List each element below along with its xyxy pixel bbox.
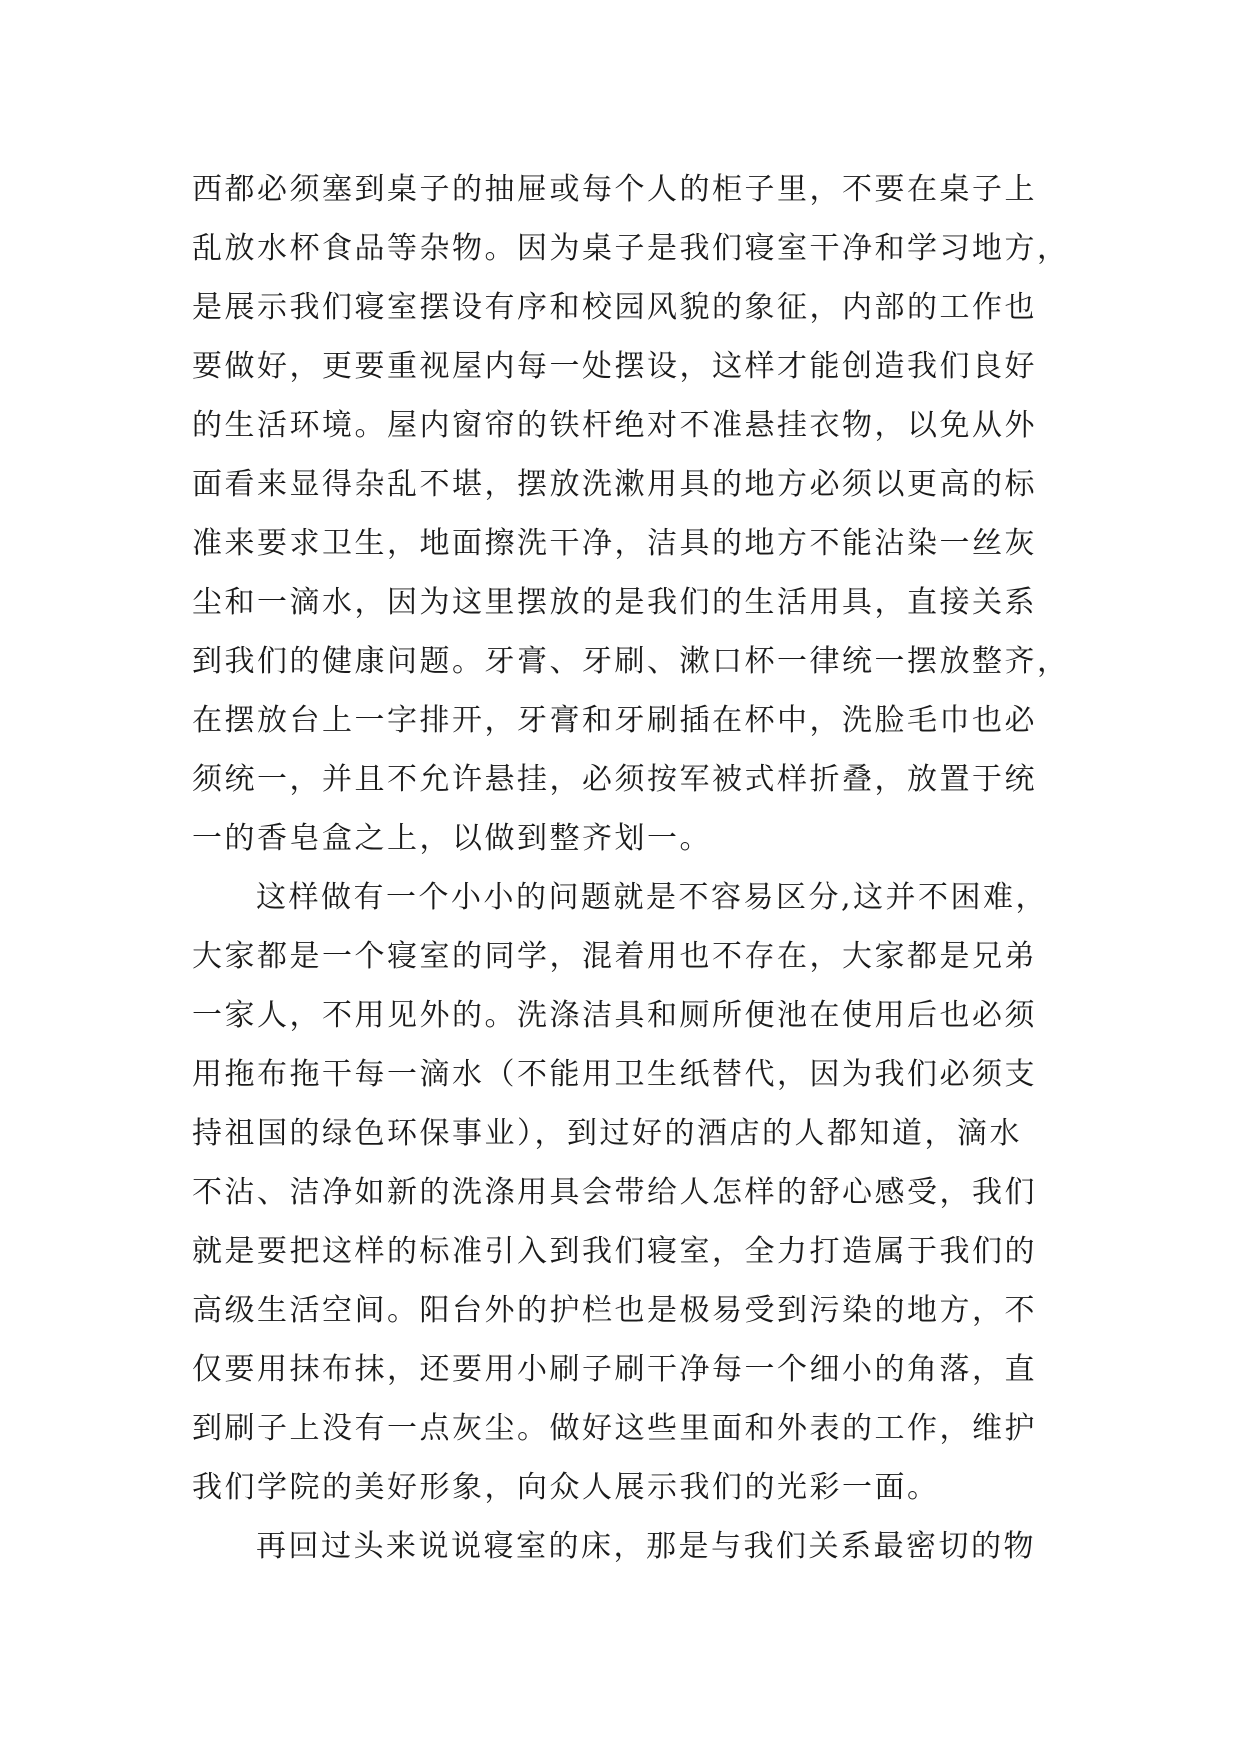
text-line: 面看来显得杂乱不堪，摆放洗漱用具的地方必须以更高的标 (192, 467, 1037, 502)
text-line: 就是要把这样的标准引入到我们寝室，全力打造属于我们的 (192, 1234, 1037, 1269)
text-line: 这样做有一个小小的问题就是不容易区分,这并不困难， (256, 880, 1049, 915)
text-line: 持祖国的绿色环保事业），到过好的酒店的人都知道，滴水 (192, 1116, 1022, 1151)
text-line: 到我们的健康问题。牙膏、牙刷、漱口杯一律统一摆放整齐， (192, 644, 1070, 679)
text-line: 在摆放台上一字排开，牙膏和牙刷插在杯中，洗脸毛巾也必 (192, 703, 1037, 738)
text-line: 一家人，不用见外的。洗涤洁具和厕所便池在使用后也必须 (192, 998, 1037, 1033)
text-line: 西都必须塞到桌子的抽屉或每个人的柜子里，不要在桌子上 (192, 172, 1037, 207)
text-line: 再回过头来说说寝室的床，那是与我们关系最密切的物 (256, 1529, 1036, 1564)
text-line: 准来要求卫生，地面擦洗干净，洁具的地方不能沾染一丝灰 (192, 526, 1037, 561)
text-line: 不沾、洁净如新的洗涤用具会带给人怎样的舒心感受，我们 (192, 1175, 1037, 1210)
paragraph (192, 868, 1092, 1517)
text-line: 高级生活空间。阳台外的护栏也是极易受到污染的地方，不 (192, 1293, 1037, 1328)
text-line: 要做好，更要重视屋内每一处摆设，这样才能创造我们良好 (192, 349, 1037, 384)
text-line: 尘和一滴水，因为这里摆放的是我们的生活用具，直接关系 (192, 585, 1037, 620)
text-line: 须统一，并且不允许悬挂，必须按军被式样折叠，放置于统 (192, 762, 1037, 797)
text-line: 大家都是一个寝室的同学，混着用也不存在，大家都是兄弟 (192, 939, 1037, 974)
paragraph (192, 160, 1092, 868)
text-line: 一的香皂盒之上，以做到整齐划一。 (192, 821, 712, 856)
text-line: 仅要用抹布抹，还要用小刷子刷干净每一个细小的角落，直 (192, 1352, 1037, 1387)
text-line: 到刷子上没有一点灰尘。做好这些里面和外表的工作，维护 (192, 1411, 1037, 1446)
text-line: 的生活环境。屋内窗帘的铁杆绝对不准悬挂衣物，以免从外 (192, 408, 1037, 443)
text-line: 我们学院的美好形象，向众人展示我们的光彩一面。 (192, 1470, 940, 1505)
paragraph (192, 1517, 1092, 1576)
text-line: 用拖布拖干每一滴水（不能用卫生纸替代，因为我们必须支 (192, 1057, 1037, 1092)
text-line: 是展示我们寝室摆设有序和校园风貌的象征，内部的工作也 (192, 290, 1037, 325)
text-line: 乱放水杯食品等杂物。因为桌子是我们寝室干净和学习地方， (192, 231, 1070, 266)
body-text (192, 160, 1092, 1576)
